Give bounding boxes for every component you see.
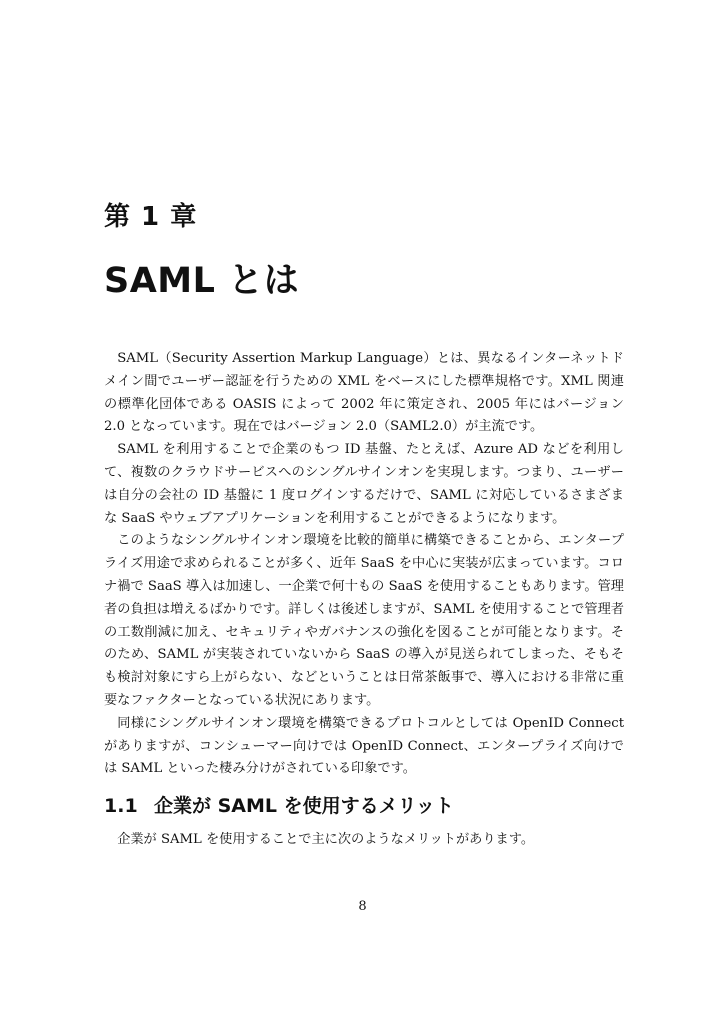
- paragraph: 企業が SAML を使用することで主に次のようなメリットがあります。: [117, 832, 535, 847]
- section-title: 企業が SAML を使用するメリット: [154, 795, 454, 817]
- section-lead: [104, 829, 624, 851]
- chapter-label: 第 1 章: [104, 202, 198, 232]
- paragraph: SAML（Security Assertion Markup Language）とは、異なるインターネットドメイン間でユーザー認証を行うための XML をベースにした標準規格です。XML 関連の標準化団体である OASIS によって 2002 年に策定され、2005 年にはバージョン 2.0 となっています。現在ではバージョン 2.0（SAML2.0）が主流です。: [104, 351, 624, 435]
- chapter-title: SAML とは: [104, 261, 300, 301]
- paragraph: このようなシングルサインオン環境を比較的簡単に構築できることから、エンタープライズ用途で求められることが多く、近年 SaaS を中心に実装が広まっています。コロナ禍で SaaS 導入は加速し、一企業で何十もの SaaS を使用することもあります。管理者の負担は増えるばかりです。詳しくは後述しますが、SAML を使用することで管理者の工数削減に加え、セキュリティやガバナンスの強化を図ることが可能となります。そのため、SAML が実装されていないから SaaS の導入が見送られてしまった、そもそも検討対象にすら上がらない、などということは日常茶飯事で、導入における非常に重要なファクターとなっている状況にあります。: [104, 533, 624, 708]
- paragraph: 同様にシングルサインオン環境を構築できるプロトコルとしては OpenID Connect がありますが、コンシューマー向けでは OpenID Connect、エンタープライズ向けでは SAML といった棲み分けがされている印象です。: [104, 715, 624, 777]
- section-heading: [104, 791, 624, 818]
- chapter-body: [104, 348, 624, 781]
- page-number: 8: [358, 899, 367, 914]
- section-number: 1.1: [104, 795, 138, 817]
- paragraph: SAML を利用することで企業のもつ ID 基盤、たとえば、Azure AD などを利用して、複数のクラウドサービスへのシングルサインオンを実現します。つまり、ユーザーは自分の会社の ID 基盤に 1 度ログインするだけで、SAML に対応しているさまざまな SaaS やウェブアプリケーションを利用することができるようになります。: [104, 442, 624, 526]
